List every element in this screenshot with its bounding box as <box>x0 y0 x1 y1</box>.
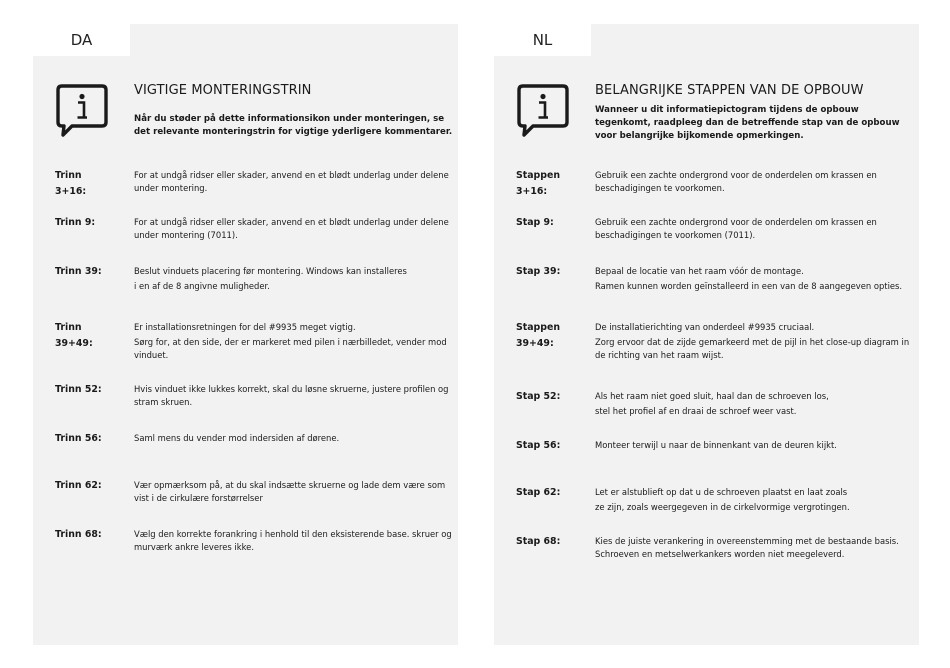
step-text: Let er alstublieft op dat u de schroeven plaatst en laat zoals ze zijn, zoals weergegeven in de cirkelvormige vergrotingen. <box>595 487 850 512</box>
step-label: Stappen 3+16: <box>516 170 561 197</box>
step-label: Stap 62: <box>516 487 561 498</box>
intro-text: Wanneer u dit informatiepictogram tijdens de opbouw tegenkomt, raadpleeg dan de betreffende stap van de opbouw voor belangrijke bijkomende opmerkingen. <box>595 105 900 141</box>
step-label: Stap 68: <box>516 536 561 547</box>
step-text: Bepaal de locatie van het raam vóór de montage. Ramen kunnen worden geïnstalleerd in een van de 8 aangegeven opties. <box>595 266 903 291</box>
step-text: For at undgå ridser eller skader, anvend en et blødt underlag under delene under montering. <box>134 170 449 193</box>
step-label: Stap 39: <box>516 266 561 277</box>
step-label: Trinn 56: <box>55 433 102 444</box>
step-label: Trinn 39+49: <box>55 322 93 349</box>
step-label: Stap 56: <box>516 440 561 451</box>
step-text: Gebruik een zachte ondergrond voor de onderdelen om krassen en beschadigingen te voorkomen (7011). <box>595 217 877 240</box>
panel-da <box>33 24 458 645</box>
intro-text: Når du støder på dette informationsikon under monteringen, se det relevante monteringstrin for vigtige yderligere kommentarer. <box>134 114 453 137</box>
step-text: Monteer terwijl u naar de binnenkant van de deuren kijkt. <box>595 440 837 450</box>
step-text: De installatierichting van onderdeel #9935 cruciaal. Zorg ervoor dat de zijde gemarkeerd met de pijl in het close-up diagram in de richting van het raam wijst. <box>595 322 910 360</box>
info-speech-bubble-icon <box>515 82 571 140</box>
step-text: Kies de juiste verankering in overeenstemming met de bestaande basis. Schroeven en metselwerkankers worden niet meegeleverd. <box>595 536 899 559</box>
step-text: For at undgå ridser eller skader, anvend en et blødt underlag under delene under montering (7011). <box>134 217 449 240</box>
step-label: Stap 9: <box>516 217 554 228</box>
step-label: Trinn 3+16: <box>55 170 87 197</box>
step-text: Hvis vinduet ikke lukkes korrekt, skal du løsne skruerne, justere profilen og stram skruen. <box>134 384 449 407</box>
step-text: Er installationsretningen for del #9935 meget vigtig. Sørg for, at den side, der er markeret med pilen i nærbilledet, vender mod vinduet. <box>134 322 447 360</box>
step-text: Saml mens du vender mod indersiden af dørene. <box>134 433 340 443</box>
step-label: Stap 52: <box>516 391 561 402</box>
step-text: Vær opmærksom på, at du skal indsætte skruerne og lade dem være som vist i de cirkulære forstørrelser <box>134 480 446 503</box>
info-speech-bubble-icon <box>54 82 110 140</box>
page-title: BELANGRIJKE STAPPEN VAN DE OPBOUW <box>595 83 864 98</box>
language-tab-da: DA <box>33 24 130 56</box>
step-text: Beslut vinduets placering før montering. Windows kan installeres i en af de 8 angivne muligheder. <box>134 266 407 291</box>
step-text: Vælg den korrekte forankring i henhold til den eksisterende base. skruer og murværk ankre leveres ikke. <box>134 529 452 552</box>
step-label: Trinn 68: <box>55 529 102 540</box>
step-label: Stappen 39+49: <box>516 322 561 349</box>
page-title: VIGTIGE MONTERINGSTRIN <box>134 83 312 98</box>
step-text: Als het raam niet goed sluit, haal dan de schroeven los, stel het profiel af en draai de schroef weer vast. <box>595 391 829 416</box>
step-label: Trinn 39: <box>55 266 102 277</box>
language-tab-nl: NL <box>494 24 591 56</box>
step-text: Gebruik een zachte ondergrond voor de onderdelen om krassen en beschadigingen te voorkomen. <box>595 170 877 193</box>
step-label: Trinn 9: <box>55 217 96 228</box>
panel-nl <box>494 24 919 645</box>
step-label: Trinn 52: <box>55 384 102 395</box>
step-label: Trinn 62: <box>55 480 102 491</box>
